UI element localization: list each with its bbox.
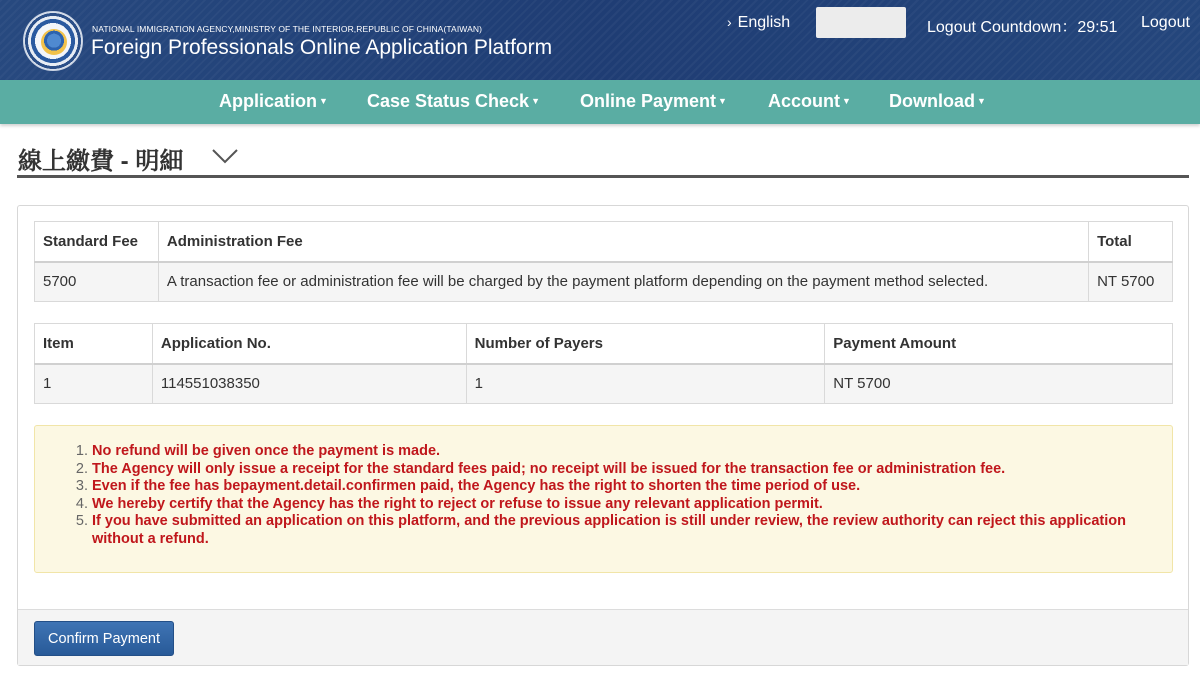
nav-account[interactable] xyxy=(768,91,851,112)
notice-item: 4. We hereby certify that the Agency has the right to reject or refuse to issue any relevant application permit. xyxy=(92,496,1142,514)
agency-name: NATIONAL IMMIGRATION AGENCY,MINISTRY OF THE INTERIOR,REPUBLIC OF CHINA(TAIWAN) xyxy=(92,24,483,34)
column-header: Application No. xyxy=(152,324,466,364)
language-switch[interactable] xyxy=(727,14,790,32)
table-row xyxy=(35,262,1173,302)
logout-countdown: Logout Countdown：29:51 xyxy=(927,19,1118,36)
nav-download-label: Download xyxy=(889,91,975,111)
caret-down-icon: ▼ xyxy=(319,96,328,106)
standard-fee-cell: 5700 xyxy=(35,262,159,302)
item-cell: 1 xyxy=(35,364,153,404)
column-header: Administration Fee xyxy=(158,222,1088,262)
caret-down-icon: ▼ xyxy=(842,96,851,106)
nav-case-status-check-label: Case Status Check xyxy=(367,91,530,111)
payment-notice xyxy=(34,425,1173,573)
nav-account-label: Account xyxy=(768,91,840,111)
notice-item: 2. The Agency will only issue a receipt for the standard fees paid; no receipt will be issued for the transaction fee or administration fee. xyxy=(92,461,1142,479)
agency-logo xyxy=(23,11,83,71)
user-name-box xyxy=(816,7,906,38)
caret-down-icon: ▼ xyxy=(977,96,986,106)
site-header xyxy=(0,0,1200,80)
nav-application[interactable] xyxy=(219,91,328,112)
nav-application-label: Application xyxy=(219,91,317,111)
nav-online-payment[interactable] xyxy=(580,91,727,112)
total-cell: NT 5700 xyxy=(1089,262,1173,302)
language-label: English xyxy=(737,14,791,31)
column-header: Number of Payers xyxy=(466,324,825,364)
nav-download[interactable] xyxy=(889,91,986,112)
notice-item: 3. Even if the fee has bepayment.detail.confirmen paid, the Agency has the right to shorten the time period of use. xyxy=(92,478,1142,496)
payment-detail-panel xyxy=(17,205,1189,666)
nav-case-status-check[interactable] xyxy=(367,91,540,112)
notice-list xyxy=(92,443,1142,549)
caret-down-icon: ▼ xyxy=(718,96,727,106)
panel-footer xyxy=(18,609,1188,665)
fee-table xyxy=(34,221,1173,302)
page-title: 線上繳費 - 明細 xyxy=(18,148,184,175)
chevron-down-icon[interactable] xyxy=(211,148,239,164)
number-of-payers-cell: 1 xyxy=(466,364,825,404)
column-header: Payment Amount xyxy=(825,324,1173,364)
notice-item: 5. If you have submitted an application on this platform, and the previous application is still under review, the review authority can reject this application without a refund. xyxy=(92,513,1142,548)
payment-table-header xyxy=(35,324,1173,364)
administration-fee-cell: A transaction fee or administration fee will be charged by the payment platform depending on the payment method selected. xyxy=(158,262,1088,302)
payment-table xyxy=(34,323,1173,404)
column-header: Total xyxy=(1089,222,1173,262)
logout-link[interactable]: Logout xyxy=(1141,14,1190,31)
title-divider xyxy=(17,175,1189,178)
table-row xyxy=(35,364,1173,404)
caret-down-icon: ▼ xyxy=(531,96,540,106)
column-header: Standard Fee xyxy=(35,222,159,262)
confirm-payment-button[interactable]: Confirm Payment xyxy=(34,621,174,656)
column-header: Item xyxy=(35,324,153,364)
nav-online-payment-label: Online Payment xyxy=(580,91,717,111)
payment-amount-cell: NT 5700 xyxy=(825,364,1173,404)
notice-item: 1. No refund will be given once the payment is made. xyxy=(92,443,1142,461)
application-no-cell: 114551038350 xyxy=(152,364,466,404)
fee-table-header xyxy=(35,222,1173,262)
platform-title: Foreign Professionals Online Application Platform xyxy=(91,36,553,59)
main-nav xyxy=(0,80,1200,124)
chevron-right-icon: › xyxy=(727,14,732,30)
